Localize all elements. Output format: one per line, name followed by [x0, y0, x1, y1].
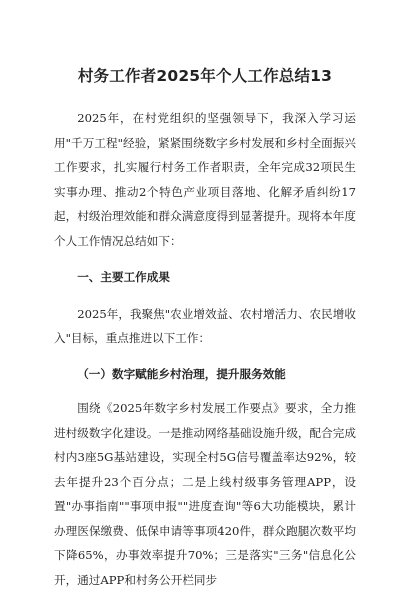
intro-paragraph: 2025年，在村党组织的坚强领导下，我深入学习运用"千万工程"经验，紧紧围绕数字乡村发展和乡村全面振兴工作要求，扎实履行村务工作者职责，全年完成32项民生实事办理、推动2个特色产业项目落地、化解矛盾纠纷17起，村级治理效能和群众满意度得到显著提升。现将本年度个人工作情况总结如下：	[54, 111, 356, 248]
section-heading-main-results: 一、主要工作成果	[77, 270, 170, 284]
subsection-heading-digital-governance: （一）数字赋能乡村治理，提升服务效能	[77, 366, 286, 381]
document-title: 村务工作者2025年个人工作总结13	[77, 67, 333, 85]
section-intro-paragraph: 2025年，我聚焦"农业增效益、农村增活力、农民增收入"目标，重点推进以下工作：	[54, 306, 356, 345]
subsection-body-paragraph: 围绕《2025年数字乡村发展工作要点》要求，全力推进村级数字化建设。一是推动网络基础设施升级，配合完成村内3座5G基站建设，实现全村5G信号覆盖率达92%，较去年提升23个百分点；二是上线村级事务管理APP，设置"办事指南""事项申报""进度查询"等6大功能模块，累计办理医保缴费、低保申请等事项420件，群众跑腿次数平均下降65%，办事效率提升70%；三是落实"三务"信息化公开，通过APP和村务公开栏同步	[54, 401, 356, 587]
